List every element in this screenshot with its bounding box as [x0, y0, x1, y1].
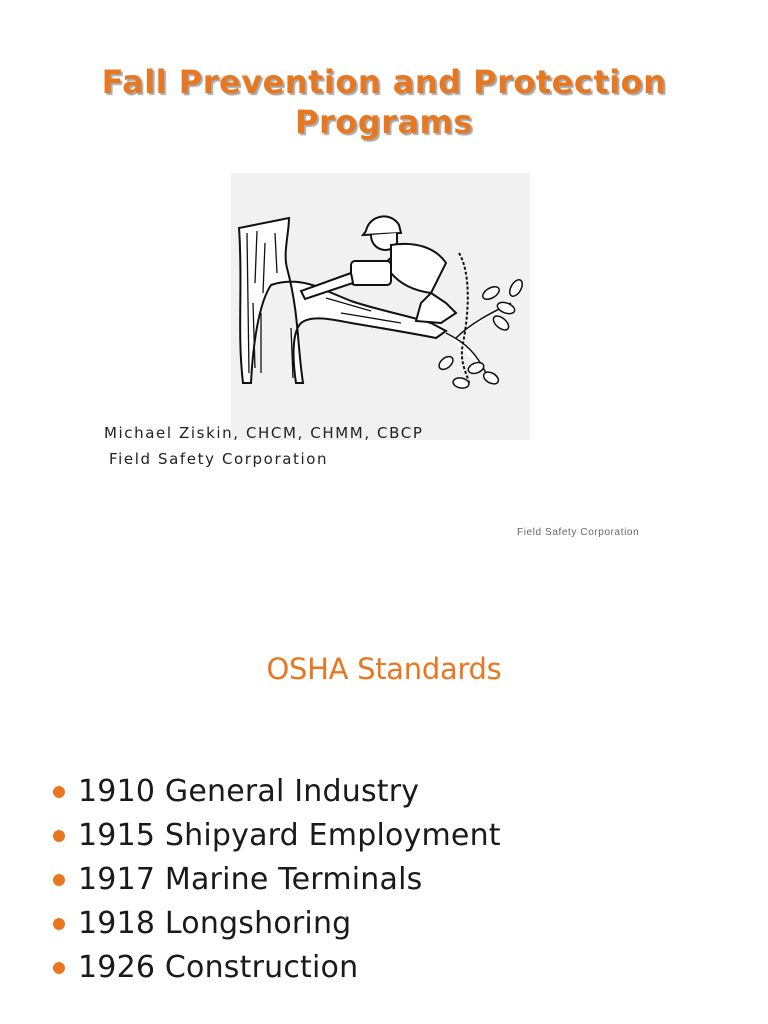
- tree-trimmer-illustration: [231, 173, 530, 440]
- bullet-icon: [53, 786, 65, 798]
- list-item-label: 1918 Longshoring: [78, 906, 352, 941]
- osha-standards-slide: [0, 580, 768, 1024]
- bullet-icon: [53, 830, 65, 842]
- slide-title: [0, 62, 768, 142]
- list-item: [50, 814, 501, 858]
- bullet-icon: [53, 962, 65, 974]
- slide-title: OSHA Standards: [266, 652, 502, 686]
- slide-title-line-1: Fall Prevention and Protection: [101, 63, 667, 101]
- author-name: Michael Ziskin, CHCM, CHMM, CBCP: [104, 424, 424, 442]
- author-block: [104, 420, 423, 472]
- list-item-label: 1917 Marine Terminals: [78, 862, 423, 897]
- bullet-icon: [53, 874, 65, 886]
- list-item: [50, 902, 501, 946]
- list-item-label: 1910 General Industry: [78, 774, 420, 809]
- list-item-label: 1926 Construction: [78, 950, 359, 985]
- list-item: [50, 858, 501, 902]
- author-organization: Field Safety Corporation: [109, 450, 329, 468]
- slide-footer: Field Safety Corporation: [517, 527, 640, 538]
- list-item: [50, 946, 501, 990]
- slide-title-line-2: Programs: [295, 103, 473, 141]
- bullet-icon: [53, 918, 65, 930]
- bullet-list: [50, 770, 501, 990]
- list-item-label: 1915 Shipyard Employment: [78, 818, 501, 853]
- list-item: [50, 770, 501, 814]
